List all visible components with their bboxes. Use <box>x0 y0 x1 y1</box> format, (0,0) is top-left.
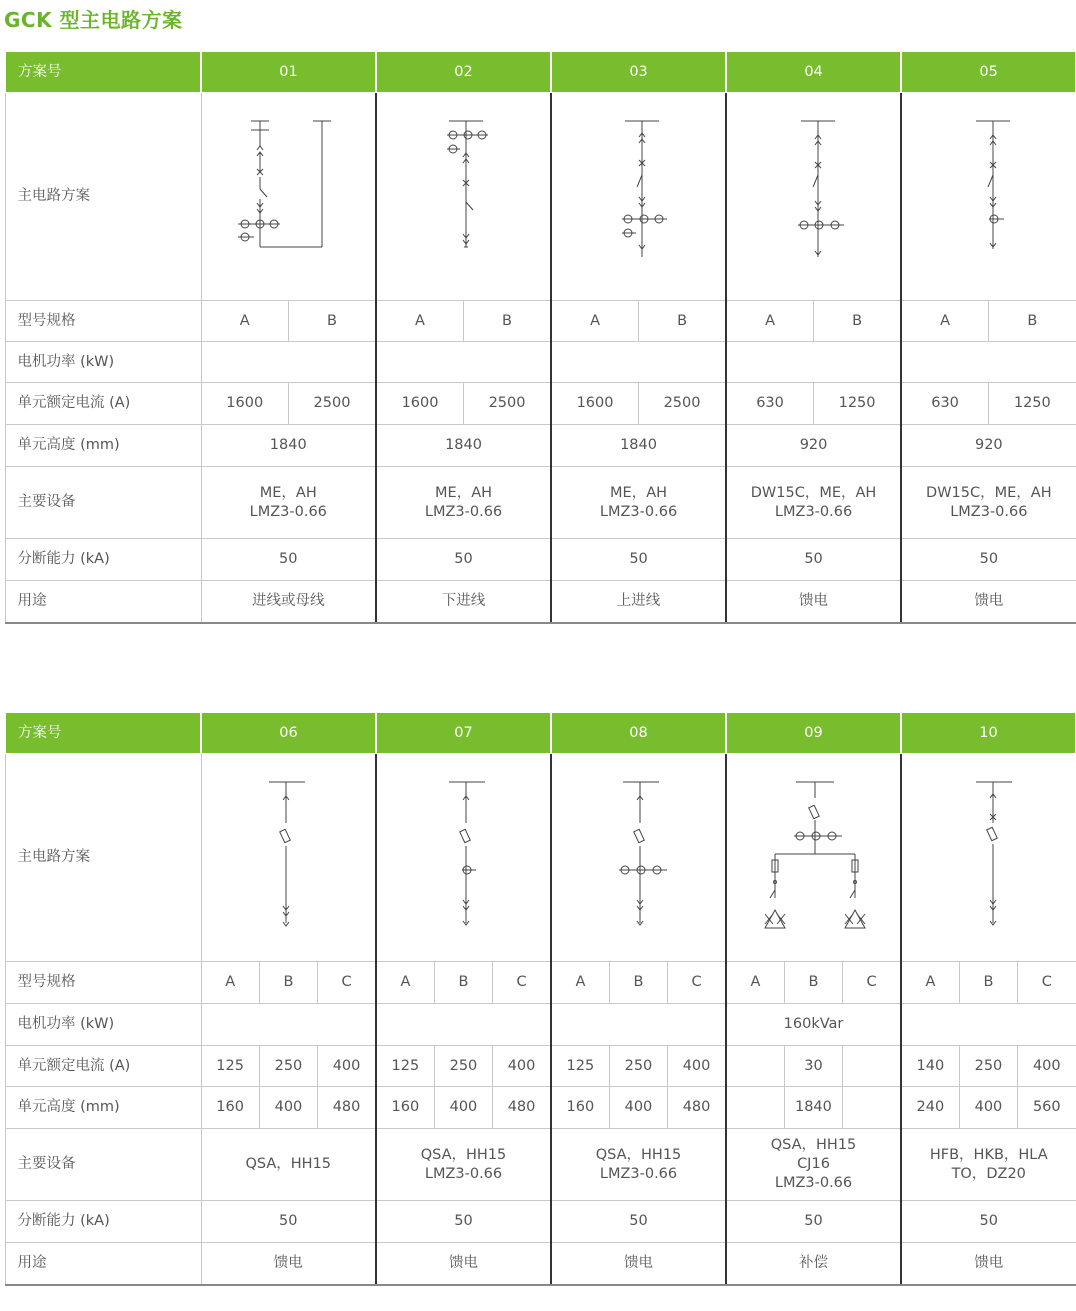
current-cell: 1250 <box>989 383 1076 425</box>
diagram-cell <box>201 754 376 962</box>
current-cell: 30 <box>784 1046 842 1087</box>
model-cell: A <box>201 962 259 1004</box>
unit-height-label: 单元高度 (mm) <box>5 1087 201 1129</box>
diagram-incoming-bus-icon <box>202 97 374 297</box>
height-cell: 160 <box>376 1087 434 1129</box>
height-cell: 480 <box>493 1087 551 1129</box>
rated-current-row <box>5 1046 1076 1087</box>
current-cell: 1600 <box>551 383 639 425</box>
current-cell: 125 <box>376 1046 434 1087</box>
diagram-cell <box>376 93 551 301</box>
current-cell: 125 <box>201 1046 259 1087</box>
motor-power-cell <box>201 1004 376 1046</box>
equipment-cell: QSA，HH15 LMZ3-0.66 <box>376 1129 551 1201</box>
scheme-number: 02 <box>376 52 551 93</box>
model-cell: B <box>639 301 727 342</box>
breaking-capacity-row <box>5 539 1076 581</box>
diagram-feeder-icon <box>728 97 900 297</box>
scheme-number: 09 <box>726 713 901 754</box>
rated-current-row <box>5 383 1076 425</box>
equipment-cell: DW15C，ME，AH LMZ3-0.66 <box>901 467 1076 539</box>
breaking-cell: 50 <box>201 539 376 581</box>
model-cell: C <box>318 962 376 1004</box>
motor-power-row <box>5 1004 1076 1046</box>
height-cell: 160 <box>201 1087 259 1129</box>
scheme-number: 01 <box>201 52 376 93</box>
model-cell: A <box>726 962 784 1004</box>
current-cell: 2500 <box>639 383 727 425</box>
usage-label: 用途 <box>5 1243 201 1285</box>
diagram-cell <box>376 754 551 962</box>
breaking-capacity-row <box>5 1201 1076 1243</box>
current-cell: 250 <box>959 1046 1017 1087</box>
scheme-number-row <box>5 52 1076 93</box>
scheme-number: 04 <box>726 52 901 93</box>
height-cell: 560 <box>1018 1087 1076 1129</box>
model-cell: B <box>289 301 377 342</box>
equipment-cell: ME，AH LMZ3-0.66 <box>376 467 551 539</box>
usage-label: 用途 <box>5 581 201 623</box>
breaking-cell: 50 <box>201 1201 376 1243</box>
current-cell: 400 <box>1018 1046 1076 1087</box>
diagram-cell <box>726 754 901 962</box>
usage-row <box>5 581 1076 623</box>
breaking-cell: 50 <box>376 1201 551 1243</box>
model-cell: A <box>901 301 989 342</box>
scheme-number: 07 <box>376 713 551 754</box>
diagram-cell <box>201 93 376 301</box>
height-cell: 1840 <box>201 425 376 467</box>
scheme-number: 10 <box>901 713 1076 754</box>
scheme-number-label: 方案号 <box>5 52 201 93</box>
motor-power-label: 电机功率 (kW) <box>5 1004 201 1046</box>
breaking-cell: 50 <box>726 1201 901 1243</box>
motor-power-cell <box>376 342 551 383</box>
current-cell: 1600 <box>376 383 464 425</box>
breaking-cell: 50 <box>901 1201 1076 1243</box>
current-cell <box>843 1046 901 1087</box>
diagram-cell <box>551 93 726 301</box>
diagram-feeder-icon <box>903 97 1075 297</box>
usage-row <box>5 1243 1076 1285</box>
model-cell: B <box>959 962 1017 1004</box>
model-cell: A <box>376 962 434 1004</box>
height-cell: 1840 <box>376 425 551 467</box>
equipment-cell: HFB，HKB，HLA TO，DZ20 <box>901 1129 1076 1201</box>
breaking-cell: 50 <box>376 539 551 581</box>
scheme-number: 05 <box>901 52 1076 93</box>
scheme-number: 03 <box>551 52 726 93</box>
breaking-cell: 50 <box>551 539 726 581</box>
scheme-number: 06 <box>201 713 376 754</box>
unit-height-row <box>5 425 1076 467</box>
diagram-cell <box>901 93 1076 301</box>
main-circuit-label: 主电路方案 <box>5 754 201 962</box>
height-cell: 400 <box>959 1087 1017 1129</box>
current-cell: 400 <box>493 1046 551 1087</box>
usage-cell: 下进线 <box>376 581 551 623</box>
equipment-cell: DW15C，ME，AH LMZ3-0.66 <box>726 467 901 539</box>
current-cell: 1250 <box>814 383 902 425</box>
motor-power-cell <box>551 342 726 383</box>
diagram-capacitor-compensation-icon <box>728 758 900 958</box>
scheme-number: 08 <box>551 713 726 754</box>
main-circuit-row <box>5 93 1076 301</box>
model-label: 型号规格 <box>5 962 201 1004</box>
unit-height-row <box>5 1087 1076 1129</box>
equipment-cell: QSA，HH15 LMZ3-0.66 <box>551 1129 726 1201</box>
breaking-cell: 50 <box>726 539 901 581</box>
usage-cell: 馈电 <box>551 1243 726 1285</box>
breaking-capacity-label: 分断能力 (kA) <box>5 539 201 581</box>
main-equipment-row <box>5 467 1076 539</box>
current-cell: 250 <box>434 1046 492 1087</box>
current-cell: 125 <box>551 1046 609 1087</box>
current-cell: 250 <box>609 1046 667 1087</box>
model-cell: B <box>434 962 492 1004</box>
current-cell: 2500 <box>289 383 377 425</box>
rated-current-label: 单元额定电流 (A) <box>5 1046 201 1087</box>
motor-power-row <box>5 342 1076 383</box>
motor-power-label: 电机功率 (kW) <box>5 342 201 383</box>
equipment-cell: ME，AH LMZ3-0.66 <box>201 467 376 539</box>
height-cell: 400 <box>259 1087 317 1129</box>
model-cell: A <box>376 301 464 342</box>
height-cell: 160 <box>551 1087 609 1129</box>
current-cell: 140 <box>901 1046 959 1087</box>
unit-height-label: 单元高度 (mm) <box>5 425 201 467</box>
motor-power-cell <box>726 342 901 383</box>
model-cell: B <box>259 962 317 1004</box>
scheme-table-1 <box>4 51 1076 624</box>
usage-cell: 馈电 <box>901 1243 1076 1285</box>
current-cell: 2500 <box>464 383 552 425</box>
breaking-capacity-label: 分断能力 (kA) <box>5 1201 201 1243</box>
main-equipment-row <box>5 1129 1076 1201</box>
model-cell: A <box>201 301 289 342</box>
motor-power-cell <box>901 1004 1076 1046</box>
height-cell: 1840 <box>784 1087 842 1129</box>
model-cell: B <box>784 962 842 1004</box>
model-cell: A <box>551 301 639 342</box>
height-cell: 400 <box>434 1087 492 1129</box>
scheme-number-row <box>5 713 1076 754</box>
motor-power-cell <box>201 342 376 383</box>
equipment-cell: QSA，HH15 CJ16 LMZ3-0.66 <box>726 1129 901 1201</box>
model-cell: C <box>1018 962 1076 1004</box>
breaking-cell: 50 <box>901 539 1076 581</box>
main-circuit-row <box>5 754 1076 962</box>
diagram-switch-fuse-ct-feeder-icon <box>378 758 550 958</box>
model-cell: A <box>551 962 609 1004</box>
height-cell: 920 <box>901 425 1076 467</box>
scheme-table-2 <box>4 712 1076 1286</box>
diagram-cell <box>726 93 901 301</box>
equipment-cell: ME，AH LMZ3-0.66 <box>551 467 726 539</box>
model-cell: C <box>843 962 901 1004</box>
model-cell: B <box>814 301 902 342</box>
diagram-top-incoming-icon <box>553 97 725 297</box>
current-cell: 250 <box>259 1046 317 1087</box>
model-cell: B <box>464 301 552 342</box>
height-cell: 480 <box>668 1087 726 1129</box>
height-cell: 1840 <box>551 425 726 467</box>
height-cell <box>843 1087 901 1129</box>
height-cell: 400 <box>609 1087 667 1129</box>
model-cell: A <box>726 301 814 342</box>
current-cell: 1600 <box>201 383 289 425</box>
usage-cell: 上进线 <box>551 581 726 623</box>
usage-cell: 馈电 <box>901 581 1076 623</box>
diagram-fuse-switch-feeder-icon <box>903 758 1075 958</box>
model-cell: C <box>493 962 551 1004</box>
model-row <box>5 301 1076 342</box>
diagram-switch-fuse-2ct-feeder-icon <box>553 758 725 958</box>
height-cell: 240 <box>901 1087 959 1129</box>
current-cell: 400 <box>668 1046 726 1087</box>
scheme-number-label: 方案号 <box>5 713 201 754</box>
equipment-cell: QSA，HH15 <box>201 1129 376 1201</box>
model-cell: A <box>901 962 959 1004</box>
main-equipment-label: 主要设备 <box>5 1129 201 1201</box>
rated-current-label: 单元额定电流 (A) <box>5 383 201 425</box>
current-cell <box>726 1046 784 1087</box>
main-circuit-label: 主电路方案 <box>5 93 201 301</box>
motor-power-cell <box>551 1004 726 1046</box>
motor-power-cell <box>376 1004 551 1046</box>
height-cell: 480 <box>318 1087 376 1129</box>
current-cell: 400 <box>318 1046 376 1087</box>
diagram-cell <box>901 754 1076 962</box>
diagram-cell <box>551 754 726 962</box>
model-cell: B <box>609 962 667 1004</box>
breaking-cell: 50 <box>551 1201 726 1243</box>
height-cell: 920 <box>726 425 901 467</box>
height-cell <box>726 1087 784 1129</box>
main-equipment-label: 主要设备 <box>5 467 201 539</box>
usage-cell: 馈电 <box>201 1243 376 1285</box>
motor-power-cell: 160kVar <box>726 1004 901 1046</box>
model-cell: B <box>989 301 1076 342</box>
usage-cell: 进线或母线 <box>201 581 376 623</box>
usage-cell: 馈电 <box>726 581 901 623</box>
current-cell: 630 <box>726 383 814 425</box>
usage-cell: 补偿 <box>726 1243 901 1285</box>
model-label: 型号规格 <box>5 301 201 342</box>
current-cell: 630 <box>901 383 989 425</box>
model-row <box>5 962 1076 1004</box>
diagram-bottom-incoming-icon <box>378 97 550 297</box>
diagram-switch-fuse-feeder-icon <box>202 758 374 958</box>
usage-cell: 馈电 <box>376 1243 551 1285</box>
page-title: GCK 型主电路方案 <box>4 8 183 32</box>
motor-power-cell <box>901 342 1076 383</box>
model-cell: C <box>668 962 726 1004</box>
